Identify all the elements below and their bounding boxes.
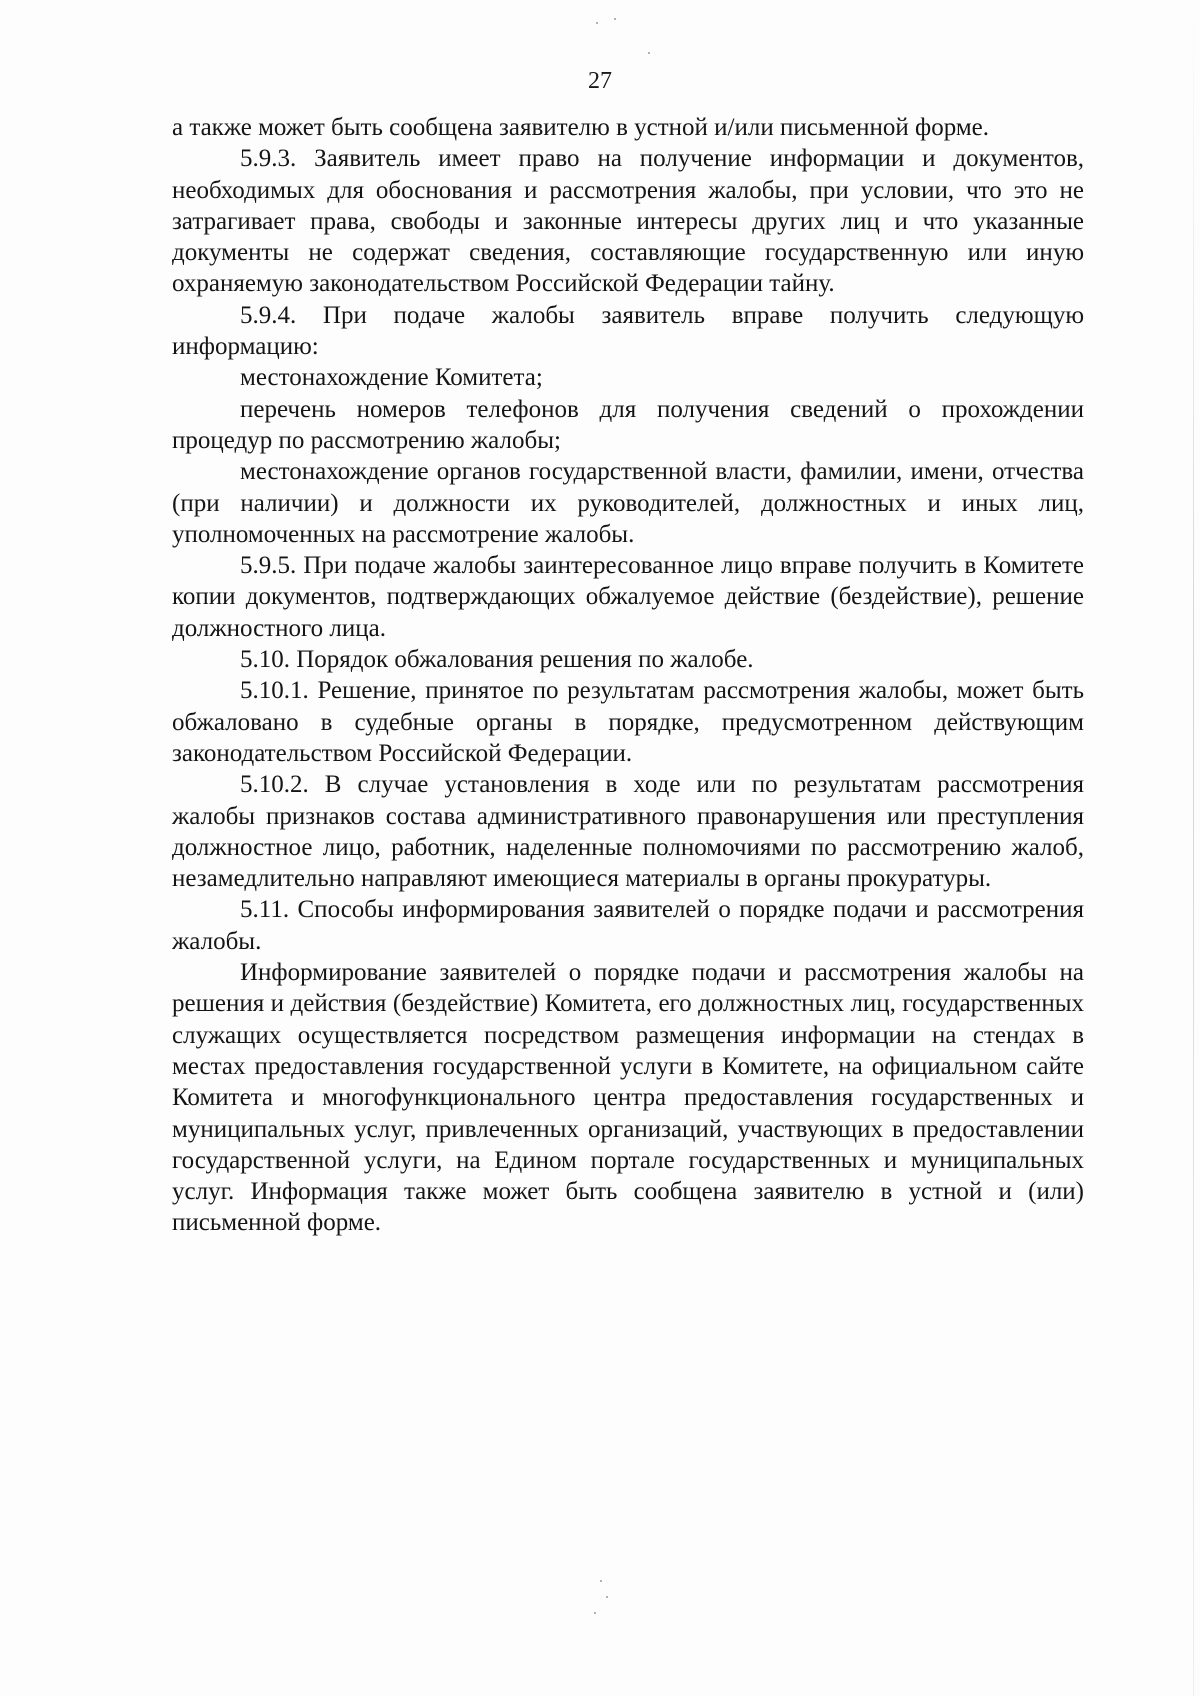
scan-speck <box>594 1612 596 1614</box>
page-number: 27 <box>588 68 612 94</box>
paragraph-5-9-4: 5.9.4. При подаче жалобы заявитель вправе получить следующую информацию: <box>172 301 1084 361</box>
paragraph-5-9-3: 5.9.3. Заявитель имеет право на получение информации и документов, необходимых для обоснования и рассмотрения жалобы, при условии, что это не затрагивает права, свободы и законные интересы других лиц и что указанные документы не содержат сведения, составляющие государственную или иную охраняемую законодательством Российской Федерации тайну. <box>172 145 1084 298</box>
paragraph-informing: Информирование заявителей о порядке подачи и рассмотрения жалобы на решения и действия (бездействие) Комитета, его должностных лиц, государственных служащих осуществляется посредством размещения информации на стендах в местах предоставления государственной услуги в Комитете, на официальном сайте Комитета и многофункционального центра предоставления государственных и муниципальных услуг, привлеченных организаций, участвующих в предоставлении государственной услуги, на Едином портале государственных и муниципальных услуг. Информация также может быть сообщена заявителю в устной и (или) письменной форме. <box>172 959 1084 1237</box>
paragraph-5-10: 5.10. Порядок обжалования решения по жалобе. <box>240 646 754 674</box>
scan-speck <box>606 1596 608 1598</box>
list-item-committee-location: местонахождение Комитета; <box>240 364 543 392</box>
scan-edge-line <box>1193 0 1194 1696</box>
list-item-phone-numbers: перечень номеров телефонов для получения сведений о прохождении процедур по рассмотрению жалобы; <box>172 395 1084 454</box>
list-item-authorities-location: местонахождение органов государственной власти, фамилии, имени, отчества (при наличии) и должности их руководителей, должностных и иных лиц, уполномоченных на рассмотрение жалобы. <box>172 458 1084 548</box>
scan-speck <box>648 52 650 54</box>
document-body <box>172 112 1084 1239</box>
paragraph-continuation: а также может быть сообщена заявителю в устной и/или письменной форме. <box>172 114 990 141</box>
paragraph-5-11: 5.11. Способы информирования заявителей о порядке подачи и рассмотрения жалобы. <box>172 896 1084 955</box>
paragraph-5-9-5: 5.9.5. При подаче жалобы заинтересованное лицо вправе получить в Комитете копии документов, подтверждающих обжалуемое действие (бездействие), решение должностного лица. <box>172 552 1084 642</box>
paragraph-5-10-1: 5.10.1. Решение, принятое по результатам рассмотрения жалобы, может быть обжаловано в судебные органы в порядке, предусмотренном действующим законодательством Российской Федерации. <box>172 677 1084 767</box>
scan-speck <box>614 18 616 20</box>
scan-speck <box>596 22 598 24</box>
paragraph-5-10-2: 5.10.2. В случае установления в ходе или по результатам рассмотрения жалобы признаков состава административного правонарушения или преступления должностное лицо, работник, наделенные полномочиями по рассмотрению жалоб, незамедлительно направляют имеющиеся материалы в органы прокуратуры. <box>172 771 1084 893</box>
scan-speck <box>600 1580 602 1582</box>
